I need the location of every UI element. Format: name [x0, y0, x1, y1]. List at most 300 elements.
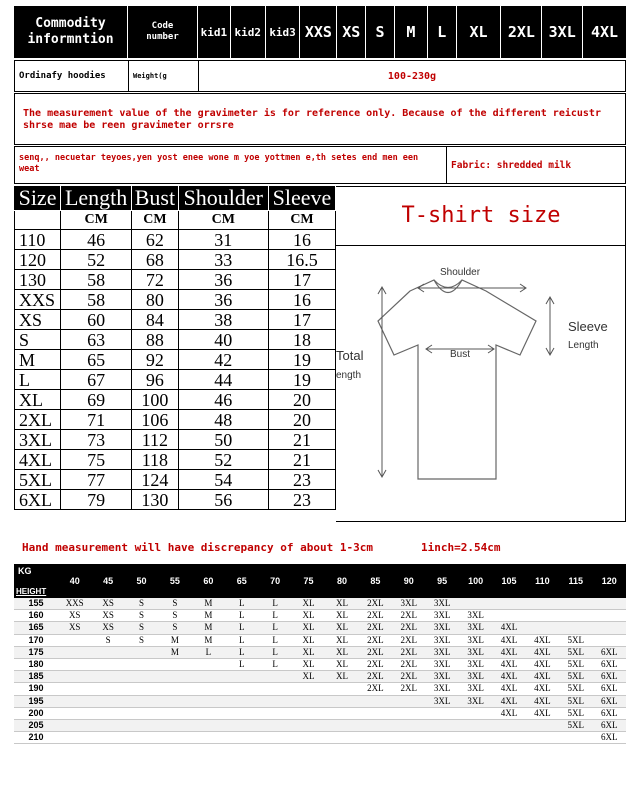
commodity-header-row: [14, 6, 626, 58]
weight-header-cell: 110: [526, 564, 559, 598]
size-cell: 3XL: [459, 671, 492, 683]
size-cell: XS: [91, 598, 124, 610]
size-cell: 6XL: [593, 719, 627, 731]
measurement-cell: 118: [132, 450, 178, 470]
tshirt-outline-icon: [378, 280, 536, 479]
size-cell: [225, 732, 258, 744]
size-cell: XL: [325, 622, 358, 634]
weight-header-cell: 85: [359, 564, 392, 598]
size-cell: [459, 719, 492, 731]
size-cell: [359, 719, 392, 731]
size-cell: [125, 707, 158, 719]
measurement-cell: 106: [132, 410, 178, 430]
size-cell: [91, 658, 124, 670]
measurement-cell: 38: [178, 310, 268, 330]
gravimeter-notice: The measurement value of the gravimeter is for reference only. Because of the different reicustr shrse mae be reen gravimeter orrsre: [14, 93, 626, 145]
size-cell: S: [125, 622, 158, 634]
kg-table-row: [14, 719, 626, 731]
size-name-cell: XXS: [15, 290, 61, 310]
size-cell: [158, 732, 191, 744]
size-cell: [91, 732, 124, 744]
size-cell: 2XL: [359, 658, 392, 670]
size-cell: 3XL: [459, 646, 492, 658]
product-row: [14, 60, 626, 92]
size-cell: 2XL: [359, 671, 392, 683]
weight-height-size-table: [14, 564, 626, 744]
height-cell: 155: [14, 598, 58, 610]
size-cell: [459, 732, 492, 744]
measurement-cell: 77: [61, 470, 132, 490]
size-cell: XL: [325, 598, 358, 610]
size-cell: [459, 707, 492, 719]
size-table-row: [15, 270, 336, 290]
size-cell: [125, 658, 158, 670]
size-name-cell: M: [15, 350, 61, 370]
size-table-row: [15, 350, 336, 370]
size-name-cell: XS: [15, 310, 61, 330]
height-cell: 170: [14, 634, 58, 646]
size-cell: [459, 598, 492, 610]
height-cell: 210: [14, 732, 58, 744]
unit-cell: CM: [61, 211, 132, 230]
measurement-cell: 65: [61, 350, 132, 370]
size-cell: 2XL: [392, 610, 425, 622]
size-cell: L: [225, 646, 258, 658]
size-name-cell: 6XL: [15, 490, 61, 510]
weight-header-cell: 115: [559, 564, 592, 598]
size-cell: L: [225, 622, 258, 634]
size-cell: S: [158, 622, 191, 634]
size-cell: 4XL: [492, 646, 525, 658]
height-cell: 195: [14, 695, 58, 707]
size-cell: [125, 695, 158, 707]
size-table-row: [15, 470, 336, 490]
size-cell: XL: [325, 671, 358, 683]
measurement-cell: 20: [268, 390, 335, 410]
size-cell: [392, 695, 425, 707]
size-cell: [258, 707, 291, 719]
height-cell: 165: [14, 622, 58, 634]
kg-table-row: [14, 658, 626, 670]
size-cell: [258, 719, 291, 731]
size-cell: L: [225, 634, 258, 646]
size-name-cell: S: [15, 330, 61, 350]
weight-header-cell: 80: [325, 564, 358, 598]
weight-header-cell: 55: [158, 564, 191, 598]
measurement-cell: 16.5: [268, 250, 335, 270]
size-cell: [91, 695, 124, 707]
sleeve-label: Sleeve: [568, 319, 608, 334]
header-size-kid2: kid2: [231, 6, 266, 58]
measurement-cell: 124: [132, 470, 178, 490]
unit-cell: CM: [132, 211, 178, 230]
measurement-cell: 88: [132, 330, 178, 350]
size-cell: 2XL: [392, 658, 425, 670]
size-name-cell: 4XL: [15, 450, 61, 470]
measurement-cell: 72: [132, 270, 178, 290]
size-cell: [258, 683, 291, 695]
size-cell: 2XL: [359, 646, 392, 658]
fabric-description: senq,, necuetar teyoes,yen yost enee wone m yoe yottmen e,th setes end men een weat: [15, 147, 447, 183]
size-cell: 4XL: [492, 658, 525, 670]
height-cell: 185: [14, 671, 58, 683]
size-cell: 4XL: [526, 695, 559, 707]
size-cell: [292, 707, 325, 719]
header-size-xs: XS: [337, 6, 366, 58]
size-cell: 2XL: [359, 598, 392, 610]
size-table-row: [15, 250, 336, 270]
size-cell: 4XL: [526, 658, 559, 670]
size-cell: 2XL: [359, 634, 392, 646]
size-cell: 3XL: [459, 683, 492, 695]
size-cell: 3XL: [459, 634, 492, 646]
size-cell: M: [158, 646, 191, 658]
size-cell: 5XL: [559, 695, 592, 707]
weight-value: 100-230g: [387, 70, 437, 82]
size-name-cell: 5XL: [15, 470, 61, 490]
size-cell: 5XL: [559, 719, 592, 731]
height-cell: 180: [14, 658, 58, 670]
size-cell: [425, 732, 458, 744]
bust-label: Bust: [450, 349, 471, 360]
size-cell: [325, 707, 358, 719]
size-cell: [526, 719, 559, 731]
size-cell: [593, 634, 627, 646]
measurement-cell: 50: [178, 430, 268, 450]
size-cell: [225, 671, 258, 683]
kg-table-row: [14, 683, 626, 695]
unit-cell: CM: [178, 211, 268, 230]
size-cell: [58, 646, 91, 658]
size-cell: [359, 707, 392, 719]
size-cell: [492, 610, 525, 622]
measurement-cell: 54: [178, 470, 268, 490]
measurement-cell: 18: [268, 330, 335, 350]
measurement-cell: 100: [132, 390, 178, 410]
weight-header-cell: 40: [58, 564, 91, 598]
header-size-2xl: 2XL: [501, 6, 542, 58]
size-cell: 5XL: [559, 683, 592, 695]
measurement-cell: 58: [61, 270, 132, 290]
size-cell: 6XL: [593, 732, 627, 744]
size-cell: [125, 671, 158, 683]
header-size-3xl: 3XL: [542, 6, 583, 58]
header-size-cells: [198, 6, 626, 58]
weight-header-cell: 65: [225, 564, 258, 598]
size-cell: 3XL: [459, 610, 492, 622]
size-cell: [158, 671, 191, 683]
size-cell: M: [192, 622, 225, 634]
size-cell: 3XL: [425, 671, 458, 683]
size-table-row: [15, 450, 336, 470]
size-cell: [593, 598, 627, 610]
size-cell: [225, 683, 258, 695]
size-name-cell: 120: [15, 250, 61, 270]
size-cell: 3XL: [425, 610, 458, 622]
size-cell: XL: [292, 598, 325, 610]
code-number-header: Code number: [128, 6, 198, 58]
size-table-row: [15, 290, 336, 310]
size-cell: S: [125, 598, 158, 610]
measurement-cell: 19: [268, 370, 335, 390]
size-cell: 3XL: [425, 683, 458, 695]
weight-label: Weight(g: [129, 61, 199, 91]
kg-table-row: [14, 646, 626, 658]
header-size-xl: XL: [457, 6, 502, 58]
size-name-cell: XL: [15, 390, 61, 410]
sleeve-length-label: Length: [568, 340, 599, 351]
size-cell: XL: [292, 610, 325, 622]
kg-height-corner: [14, 564, 58, 598]
size-table-header: [15, 186, 336, 211]
header-size-kid3: kid3: [266, 6, 301, 58]
size-cell: 6XL: [593, 683, 627, 695]
size-cell: M: [192, 610, 225, 622]
size-cell: XL: [325, 646, 358, 658]
weight-header-cell: 100: [459, 564, 492, 598]
size-name-cell: 3XL: [15, 430, 61, 450]
size-table-row: [15, 490, 336, 510]
total-length-label: ength: [336, 370, 362, 381]
measurement-cell: 80: [132, 290, 178, 310]
size-col-header: Bust: [132, 186, 178, 211]
shoulder-label: Shoulder: [440, 267, 481, 278]
size-cell: [58, 707, 91, 719]
size-cell: [526, 732, 559, 744]
size-cell: [359, 732, 392, 744]
size-cell: [192, 719, 225, 731]
measurement-cell: 84: [132, 310, 178, 330]
size-cell: 4XL: [492, 622, 525, 634]
measurement-cell: 31: [178, 230, 268, 250]
size-table-row: [15, 330, 336, 350]
measurement-cell: 96: [132, 370, 178, 390]
measurement-cell: 42: [178, 350, 268, 370]
total-label: Total: [336, 348, 364, 363]
size-cell: L: [258, 622, 291, 634]
size-cell: XL: [325, 610, 358, 622]
size-cell: [58, 732, 91, 744]
size-cell: 5XL: [559, 671, 592, 683]
size-cell: 3XL: [425, 634, 458, 646]
size-cell: 6XL: [593, 695, 627, 707]
measurement-cell: 71: [61, 410, 132, 430]
size-cell: 4XL: [526, 683, 559, 695]
size-cell: 3XL: [392, 598, 425, 610]
size-cell: [192, 658, 225, 670]
measure-arrows: [378, 284, 554, 477]
size-cell: [559, 622, 592, 634]
size-cell: 3XL: [459, 658, 492, 670]
commodity-info-header: Commodity informntion: [14, 6, 128, 58]
measurement-cell: 46: [61, 230, 132, 250]
size-cell: [91, 671, 124, 683]
size-cell: 4XL: [526, 646, 559, 658]
size-cell: XL: [292, 646, 325, 658]
size-cell: [192, 707, 225, 719]
size-name-cell: 130: [15, 270, 61, 290]
size-cell: XS: [91, 610, 124, 622]
size-cell: [91, 707, 124, 719]
weight-header-cell: 105: [492, 564, 525, 598]
kg-table-row: [14, 695, 626, 707]
size-cell: XL: [292, 634, 325, 646]
size-cell: L: [225, 610, 258, 622]
size-cell: 3XL: [425, 695, 458, 707]
measurement-cell: 23: [268, 490, 335, 510]
size-name-cell: 110: [15, 230, 61, 250]
size-cell: 4XL: [492, 671, 525, 683]
size-cell: 6XL: [593, 658, 627, 670]
size-cell: [125, 719, 158, 731]
measurement-cell: 69: [61, 390, 132, 410]
size-cell: XS: [91, 622, 124, 634]
size-cell: 6XL: [593, 671, 627, 683]
size-cell: 2XL: [392, 646, 425, 658]
size-cell: 3XL: [425, 658, 458, 670]
kg-table-header: [14, 564, 626, 598]
size-cell: [58, 658, 91, 670]
size-cell: 4XL: [526, 634, 559, 646]
size-cell: [593, 610, 627, 622]
height-cell: 175: [14, 646, 58, 658]
weight-header-cell: 120: [593, 564, 627, 598]
measurement-cell: 17: [268, 270, 335, 290]
size-cell: [58, 719, 91, 731]
size-cell: [158, 683, 191, 695]
measurement-cell: 20: [268, 410, 335, 430]
size-cell: M: [192, 634, 225, 646]
size-cell: 2XL: [392, 622, 425, 634]
measurement-cell: 16: [268, 290, 335, 310]
kg-label: KG: [18, 566, 32, 576]
size-cell: 6XL: [593, 646, 627, 658]
measurement-cell: 40: [178, 330, 268, 350]
size-cell: [158, 707, 191, 719]
size-cell: [158, 719, 191, 731]
measurement-cell: 16: [268, 230, 335, 250]
size-cell: [492, 732, 525, 744]
size-cell: [192, 671, 225, 683]
size-cell: [325, 719, 358, 731]
product-name: Ordinafy hoodies: [15, 61, 129, 91]
size-cell: 4XL: [492, 683, 525, 695]
size-cell: [526, 598, 559, 610]
size-cell: [192, 732, 225, 744]
size-cell: 3XL: [425, 622, 458, 634]
size-cell: [58, 695, 91, 707]
size-cell: [125, 732, 158, 744]
size-cell: 4XL: [492, 634, 525, 646]
fabric-type: Fabric: shredded milk: [451, 159, 572, 171]
size-cell: [292, 695, 325, 707]
size-cell: [58, 671, 91, 683]
measurement-cell: 67: [61, 370, 132, 390]
unit-cell: CM: [268, 211, 335, 230]
size-cell: 3XL: [459, 695, 492, 707]
size-cell: [392, 732, 425, 744]
size-col-header: Length: [61, 186, 132, 211]
size-cell: M: [158, 634, 191, 646]
measurement-cell: 44: [178, 370, 268, 390]
size-cell: [325, 683, 358, 695]
size-cell: [158, 658, 191, 670]
size-cell: [526, 622, 559, 634]
size-cell: L: [258, 658, 291, 670]
height-cell: 160: [14, 610, 58, 622]
measurement-cell: 19: [268, 350, 335, 370]
measurement-cell: 36: [178, 290, 268, 310]
measurement-cell: 58: [61, 290, 132, 310]
size-cell: 4XL: [526, 707, 559, 719]
size-cell: [593, 622, 627, 634]
size-cell: [292, 732, 325, 744]
size-cell: [559, 598, 592, 610]
weight-header-cell: 95: [425, 564, 458, 598]
size-name-cell: L: [15, 370, 61, 390]
size-cell: [492, 598, 525, 610]
measurement-cell: 92: [132, 350, 178, 370]
size-col-header: Sleeve: [268, 186, 335, 211]
height-cell: 205: [14, 719, 58, 731]
size-cell: [258, 695, 291, 707]
size-cell: 2XL: [359, 622, 392, 634]
size-cell: [392, 719, 425, 731]
kg-table-row: [14, 732, 626, 744]
measurement-cell: 112: [132, 430, 178, 450]
measurement-cell: 17: [268, 310, 335, 330]
header-size-l: L: [428, 6, 457, 58]
size-cell: 5XL: [559, 646, 592, 658]
unit-cell: [15, 211, 61, 230]
size-cell: [492, 719, 525, 731]
size-cell: XS: [58, 610, 91, 622]
size-cell: [225, 707, 258, 719]
size-cell: [258, 732, 291, 744]
size-cell: 2XL: [392, 634, 425, 646]
weight-header-cell: 60: [192, 564, 225, 598]
measurement-cell: 33: [178, 250, 268, 270]
size-cell: XS: [58, 622, 91, 634]
kg-table-row: [14, 598, 626, 610]
measurement-cell: 48: [178, 410, 268, 430]
size-cell: XXS: [58, 598, 91, 610]
size-cell: S: [158, 610, 191, 622]
inch-conversion-note: 1inch=2.54cm: [421, 540, 501, 554]
header-size-kid1: kid1: [198, 6, 231, 58]
measurement-cell: 21: [268, 450, 335, 470]
size-cell: 4XL: [492, 695, 525, 707]
size-cell: [158, 695, 191, 707]
size-cell: XL: [292, 622, 325, 634]
size-cell: [58, 634, 91, 646]
size-cell: [425, 719, 458, 731]
size-cell: L: [225, 598, 258, 610]
size-cell: L: [225, 658, 258, 670]
size-table-row: [15, 390, 336, 410]
size-cell: L: [258, 598, 291, 610]
size-cell: 5XL: [559, 707, 592, 719]
weight-header-cell: 70: [258, 564, 291, 598]
measurement-cell: 75: [61, 450, 132, 470]
size-cell: [425, 707, 458, 719]
tshirt-size-title: T-shirt size: [336, 186, 626, 246]
measurement-cell: 62: [132, 230, 178, 250]
height-cell: 200: [14, 707, 58, 719]
size-cell: [392, 707, 425, 719]
measurement-cell: 63: [61, 330, 132, 350]
measurement-cell: 60: [61, 310, 132, 330]
